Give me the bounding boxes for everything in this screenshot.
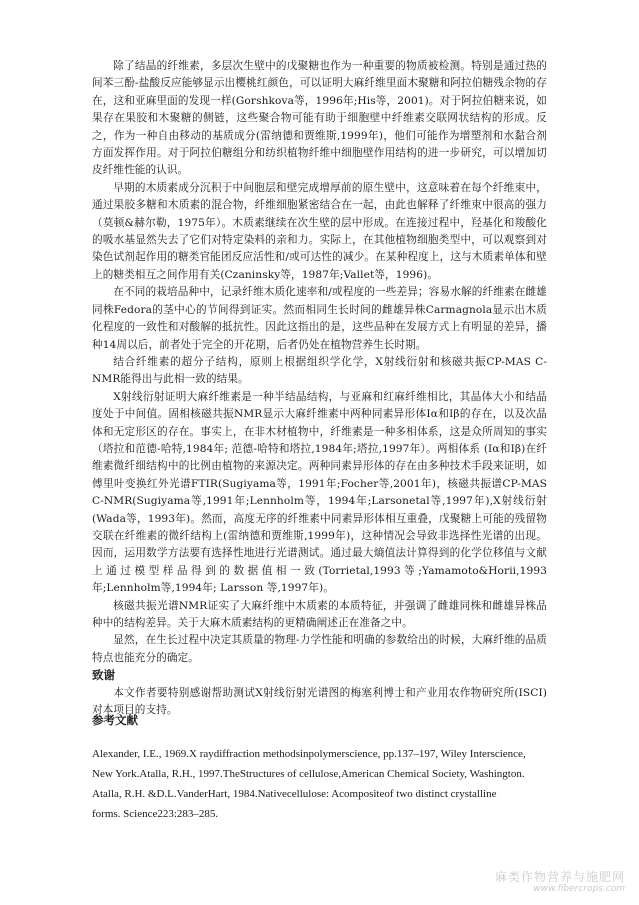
- reference-line: Alexander, I.E., 1969.X raydiffraction methodsinpolymerscience, pp.137–197, Wiley Interscience,: [92, 748, 526, 760]
- paragraph-xray-nmr: X射线衍射证明大麻纤维素是一种半结晶结构，与亚麻和红麻纤维相比，其晶体大小和结晶度处于中间值。固相核磁共振NMR显示大麻纤维素中两种同素异形体Iα和Iβ的存在，以及次晶体和无定形区的存在。事实上，在非木材植物中，纤维素是一种多相体系，这是众所周知的事实（塔拉和范德-哈特,1984年; 范德-哈特和塔拉,1984年;塔拉,1997年）。两相体系 (Iα和Iβ)在纤维素微纤细结构中的比例由植物的来源决定。两种同素异形体的存在由多种技术手段来证明，如傅里叶变换红外光谱FTIR(Sugiyama等，1991年;Focher等,2001年)，核磁共振谱CP-MAS C-NMR(Sugiyama等,1991年;Lennholm等，1994年;Larsonetal等,1997年),X射线衍射(Wada等，1993年)。然而，高度无序的纤维素中同素异形体相互重叠，戊聚糖上可能的残留物交联在纤维素的微纤结构上(雷纳德和贾维斯,1999年)，这种情况会导致非选择性光谱的出现。因而，运用数学方法要有选择性地进行光谱测试。通过最大熵值法计算得到的化学位移值与文献上通过模型样品得到的数据值相一致(Torrietal,1993等;Yamamoto&Horii,1993年;Lennholm等,1994年; Larsson 等,1997年)。: [92, 390, 547, 595]
- watermark-url: www.fibercrops.com: [533, 884, 625, 894]
- references-list: [92, 744, 552, 824]
- paragraph-nmr-lignin: 核磁共振光谱NMR证实了大麻纤维中木质素的本质特征，并强调了雌雄同株和雌雄异株品种中的结构差异。关于大麻木质素结构的更精确阐述正在准备之中。: [92, 599, 547, 629]
- paragraph-pentosan: 除了结晶的纤维素，多层次生壁中的戊聚糖也作为一种重要的物质被检测。特别是通过热的间苯三酚-盐酸反应能够显示出樱桃红颜色，可以证明大麻纤维里面木聚糖和阿拉伯糖残余物的存在，这和亚麻里面的发现一样(Gorshkova等，1996年;His等，2001)。对于阿拉伯糖来说，如果存在果胶和木聚糖的侧链，这些聚合物可能有助于细胞壁中纤维素交联网状结构的形成。反之，作为一种自由移动的基质成分(雷纳德和贾维斯,1999年)，他们可能作为增塑剂和水黏合剂方面发挥作用。对于阿拉伯糖组分和纺织植物纤维中细胞壁作用结构的进一步研究，可以增加切皮纤维性能的认识。: [92, 60, 547, 177]
- reference-line: New York.Atalla, R.H., 1997.TheStructures of cellulose,American Chemical Society, Washington.: [92, 768, 525, 780]
- watermark-title: 麻类作物营养与施肥网: [494, 870, 625, 884]
- paragraph-cultivar-differences: 在不同的栽培品种中，记录纤维木质化速率和/或程度的一些差异；容易水解的纤维素在雌雄同株Fedora的茎中心的节间得到证实。然而相同生长时间的雌雄异株Carmagnola显示出木质化程度的一致性和对酸解的抵抗性。因此这指出的是，这些品种在发展方式上有明显的差异，播种14周以后，前者处于完全的开花期，后者仍处在植物营养生长时期。: [92, 286, 547, 351]
- reference-line: Atalla, R.H. &D.L.VanderHart, 1984.Nativecellulose: Acompositeof two distinct crystalline: [92, 788, 497, 800]
- body-text: [92, 58, 547, 719]
- paragraph-conclusion: 显然，在生长过程中决定其质量的物理-力学性能和明确的参数给出的时候，大麻纤维的品质特点也能充分的确定。: [92, 634, 547, 664]
- acknowledgement-text: 本文作者要特别感谢帮助测试X射线衍射光谱图的梅塞利博士和产业用农作物研究所(ISCI)对本项目的支持。: [92, 686, 547, 717]
- paragraph-supramolecular: 结合纤维素的超分子结构，原则上根据组织学化学，X射线衍射和核磁共振CP-MAS C-NMR能得出与此相一致的结果。: [92, 355, 547, 386]
- paragraph-lignin-deposition: 早期的木质素成分沉积于中间胞层和壁完成增厚前的原生壁中，这意味着在每个纤维束中，通过果胶多糖和木质素的混合物，纤维细胞紧密结合在一起，由此也解释了纤维束中很高的强力（莫顿&赫尔勒，1975年）。木质素继续在次生壁的层中形成。在连接过程中，羟基化和羧酸化的吸水基显然失去了它们对特定染料的亲和力。实际上，在其他植物细胞类型中，可以观察到对染色试剂起作用的糖类官能团反应活性和/或可达性的减少。在某种程度上，这与木质素单体和壁上的糖类相互之间作用有关(Czaninsky等，1987年;Vallet等，1996)。: [92, 181, 547, 281]
- acknowledgement-heading: 致谢: [92, 668, 115, 683]
- watermark: [495, 870, 625, 895]
- references-heading: 参考文献: [92, 713, 138, 727]
- reference-line: forms. Science223:283–285.: [92, 808, 219, 820]
